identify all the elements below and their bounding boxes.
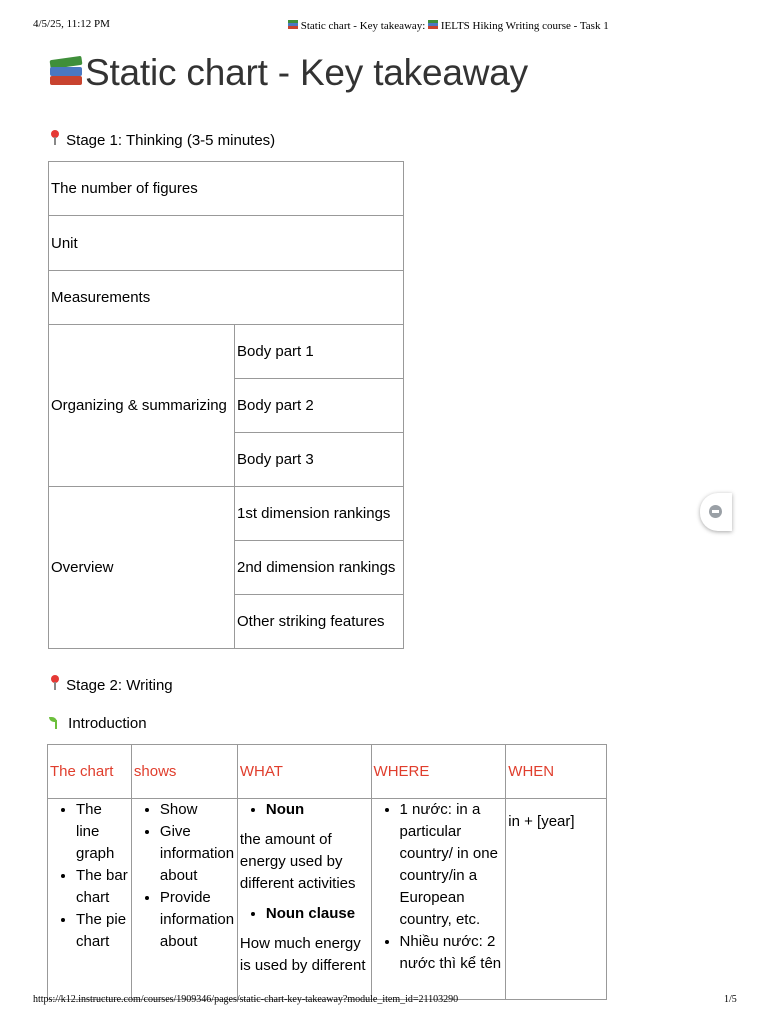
list-item: • 1 nước: in a particular country/ in one country/in a European country, etc. — [400, 799, 504, 931]
list-item: • The pie chart — [76, 909, 129, 953]
noun-clause-example: How much energy is used by different — [239, 935, 366, 974]
page-title-text: Static chart - Key takeaway — [85, 52, 528, 93]
header-what: WHAT — [237, 745, 371, 799]
cell-what — [237, 799, 371, 1000]
round-pushpin-icon — [48, 130, 62, 146]
stage1-heading — [48, 130, 275, 149]
header-shows: shows — [131, 745, 237, 799]
books-icon — [288, 20, 298, 30]
list-item-noun: • Noun — [266, 799, 369, 821]
cell-overview: Overview — [49, 487, 235, 649]
table-row — [49, 216, 404, 271]
what-clause-list — [240, 903, 369, 925]
cell-unit: Unit — [49, 216, 404, 271]
list-item: • The line graph — [76, 799, 129, 865]
cell-body-part-3: Body part 3 — [235, 433, 404, 487]
round-pushpin-icon — [48, 675, 62, 691]
what-noun-list — [240, 799, 369, 821]
stage2-heading-prefix: Stage 2 — [66, 677, 118, 694]
stage1-heading-prefix: Stage 1 — [66, 132, 118, 149]
table-row — [48, 799, 607, 1000]
list-item: • Give information about — [160, 821, 235, 887]
introduction-heading — [48, 715, 147, 732]
chart-type-list — [50, 799, 129, 953]
print-footer — [0, 992, 768, 1012]
header-when: WHEN — [506, 745, 607, 799]
feedback-widget-button[interactable] — [700, 493, 732, 531]
header-where: WHERE — [371, 745, 506, 799]
cell-figures: The number of figures — [49, 162, 404, 216]
print-page-title — [288, 20, 609, 32]
table-row — [49, 325, 404, 379]
print-title-part1: Static chart - Key takeaway: — [300, 20, 426, 32]
print-page-indicator: 1/5 — [724, 994, 737, 1005]
introduction-heading-text: Introduction — [68, 715, 147, 732]
table-header-row — [48, 745, 607, 799]
print-url: https://k12.instructure.com/courses/1909346/pages/static-chart-key-takeaway?module_item_id=21103290 — [33, 994, 459, 1005]
print-datetime: 4/5/25, 11:12 PM — [33, 18, 110, 30]
list-item: • Show — [160, 799, 235, 821]
list-item: • Provide information about — [160, 887, 235, 953]
books-icon — [428, 20, 438, 30]
noun-example: the amount of energy used by different activities — [239, 831, 356, 892]
print-title-part2: IELTS Hiking Writing course - Task 1 — [440, 20, 609, 32]
cell-dim1: 1st dimension rankings — [235, 487, 404, 541]
print-header — [0, 0, 768, 40]
cell-body-part-1: Body part 1 — [235, 325, 404, 379]
header-the-chart: The chart — [48, 745, 132, 799]
cell-other: Other striking features — [235, 595, 404, 649]
list-item: • The bar chart — [76, 865, 129, 909]
stage2-heading — [48, 675, 173, 694]
shows-verb-list — [134, 799, 235, 953]
table-row — [49, 271, 404, 325]
cell-organizing: Organizing & summarizing — [49, 325, 235, 487]
cell-shows-verbs — [131, 799, 237, 1000]
cell-where — [371, 799, 506, 1000]
seedling-icon — [48, 715, 64, 729]
cell-measurements: Measurements — [49, 271, 404, 325]
list-item-noun-clause: • Noun clause — [266, 903, 369, 925]
stage2-heading-rest: : Writing — [117, 677, 173, 694]
stage1-table — [48, 161, 404, 649]
books-icon — [48, 55, 84, 87]
where-list — [374, 799, 504, 975]
introduction-table — [47, 744, 607, 1000]
cell-dim2: 2nd dimension rankings — [235, 541, 404, 595]
list-item: • Nhiều nước: 2 nước thì kể tên — [400, 931, 504, 975]
page-title — [48, 52, 528, 94]
table-row — [49, 487, 404, 541]
feedback-widget-icon — [709, 505, 722, 518]
table-row — [49, 162, 404, 216]
cell-body-part-2: Body part 2 — [235, 379, 404, 433]
cell-chart-types — [48, 799, 132, 1000]
cell-when — [506, 799, 607, 1000]
stage1-heading-rest: : Thinking (3-5 minutes) — [117, 132, 276, 149]
when-text: in + [year] — [508, 813, 575, 830]
